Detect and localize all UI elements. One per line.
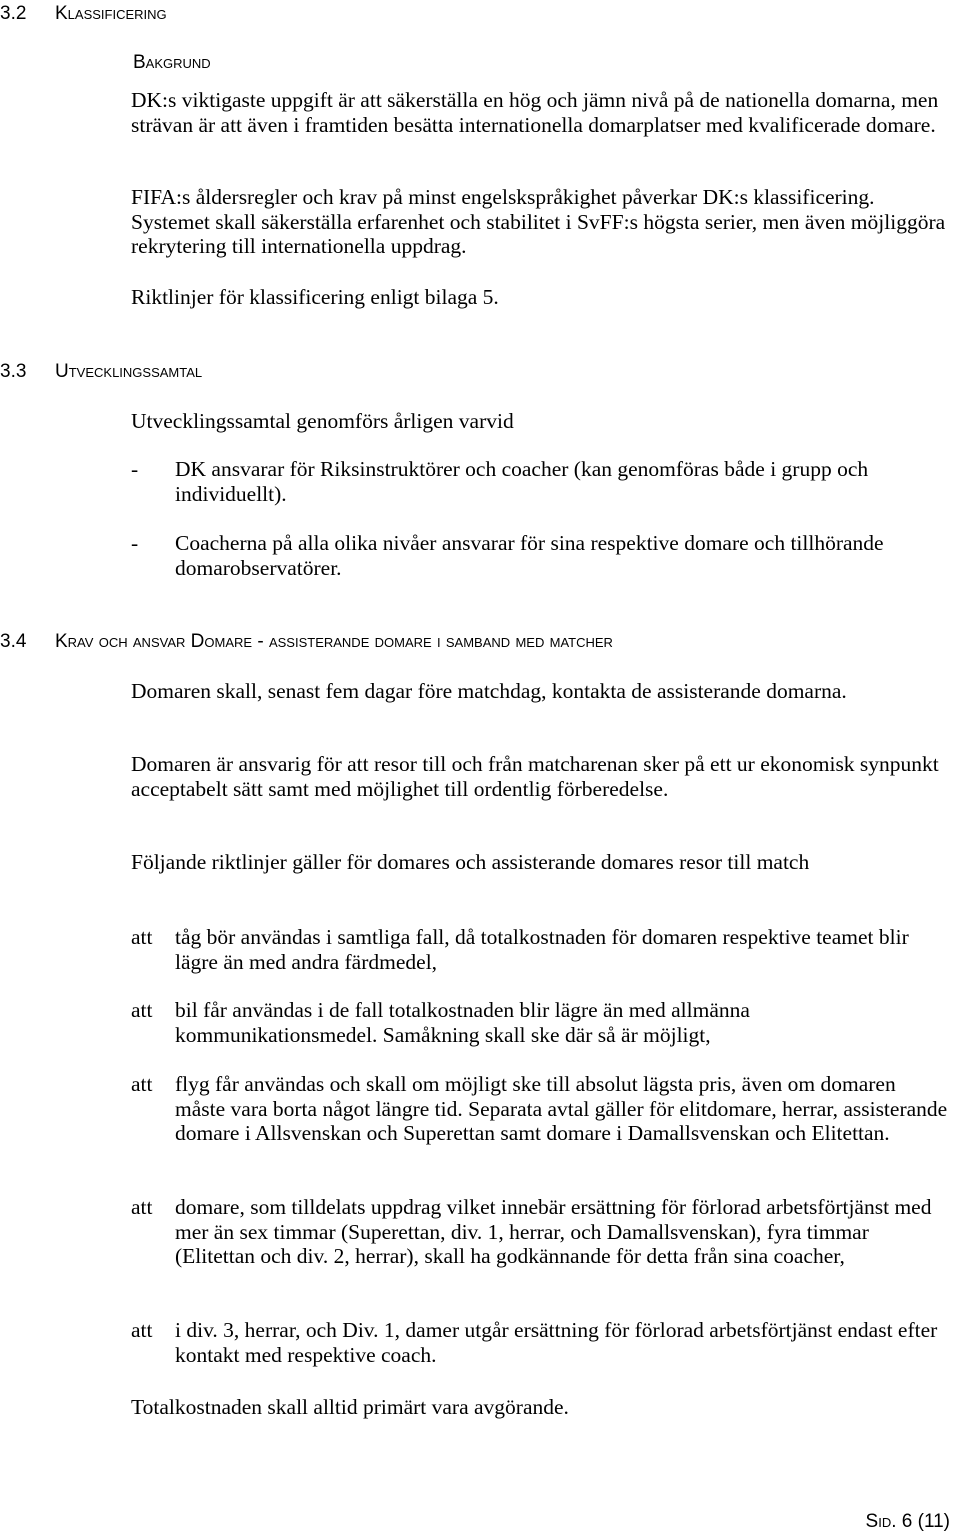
page-number: 6 (11) bbox=[901, 1511, 950, 1532]
paragraph: DK:s viktigaste uppgift är att säkerställa en hög och jämn nivå på de nationella domarna, men strävan är att även i framtiden besätta internationella domarplatser med kvalificerade domare. bbox=[131, 88, 939, 137]
section-title: Klassificering bbox=[55, 3, 167, 24]
paragraph-closing: Totalkostnaden skall alltid primärt vara avgörande. bbox=[131, 1395, 569, 1419]
section-title-separator: - bbox=[252, 631, 269, 652]
list-item bbox=[131, 531, 950, 580]
list-marker: att bbox=[131, 925, 153, 949]
list-item-text: DK ansvarar för Riksinstruktörer och coacher (kan genomföras både i grupp och individuellt). bbox=[175, 457, 869, 506]
page-label: Sid. bbox=[865, 1511, 897, 1532]
section-title: Utvecklingssamtal bbox=[55, 361, 203, 382]
list-marker: att bbox=[131, 998, 153, 1022]
list-item-text: tåg bör användas i samtliga fall, då totalkostnaden för domaren respektive teamet blir lägre än med andra färdmedel, bbox=[175, 925, 909, 974]
list-item-text: i div. 3, herrar, och Div. 1, damer utgår ersättning för förlorad arbetsförtjänst endast efter kontakt med respektive coach. bbox=[175, 1318, 938, 1367]
paragraph: Följande riktlinjer gäller för domares och assisterande domares resor till match bbox=[131, 850, 810, 874]
subheading-bakgrund: Bakgrund bbox=[133, 52, 211, 73]
list-item bbox=[131, 457, 950, 506]
section-heading-3-3 bbox=[0, 360, 202, 384]
paragraph: FIFA:s åldersregler och krav på minst engelskspråkighet påverkar DK:s klassificering. Systemet skall säkerställa erfarenhet och stabilitet i SvFF:s högsta serier, men även möjliggöra rekrytering till internationella uppdrag. bbox=[131, 185, 946, 258]
section-heading-3-4 bbox=[0, 630, 613, 654]
section-number: 3.3 bbox=[0, 361, 27, 382]
list-item bbox=[131, 998, 950, 1047]
section-number: 3.4 bbox=[0, 631, 27, 652]
list-item bbox=[131, 1195, 950, 1269]
section-number: 3.2 bbox=[0, 3, 27, 24]
list-marker: att bbox=[131, 1072, 153, 1096]
section-title-sub: assisterande domare i samband med matcher bbox=[268, 631, 613, 652]
list-marker: att bbox=[131, 1318, 153, 1342]
list-item-text: domare, som tilldelats uppdrag vilket innebär ersättning för förlorad arbetsförtjänst med mer än sex timmar (Superettan, div. 1, herrar, och Damallsvenskan), fyra timmar (Elitettan och div. 2, herrar), skall ha godkännande för detta från sina coacher, bbox=[175, 1195, 932, 1268]
bullet-dash: - bbox=[131, 457, 139, 481]
list-item-text: Coacherna på alla olika nivåer ansvarar för sina respektive domare och tillhörande domarobservatörer. bbox=[175, 531, 884, 580]
paragraph: Riktlinjer för klassificering enligt bilaga 5. bbox=[131, 285, 499, 309]
paragraph: Utvecklingssamtal genomförs årligen varvid bbox=[131, 409, 514, 433]
section-heading-3-2 bbox=[0, 2, 167, 26]
list-item-text: flyg får användas och skall om möjligt ske till absolut lägsta pris, även om domaren måste vara borta något längre tid. Separata avtal gäller för elitdomare, herrar, assisterande domare i Allsvenskan och Superettan samt domare i Damallsvenskan och Elitettan. bbox=[175, 1072, 948, 1145]
paragraph: Domaren skall, senast fem dagar före matchdag, kontakta de assisterande domarna. bbox=[131, 679, 847, 703]
list-marker: att bbox=[131, 1195, 153, 1219]
section-title: Krav och ansvar Domare bbox=[55, 631, 253, 652]
list-item bbox=[131, 1318, 950, 1367]
paragraph: Domaren är ansvarig för att resor till och från matcharenan sker på ett ur ekonomisk synpunkt acceptabelt sätt samt med möjlighet till ordentlig förberedelse. bbox=[131, 752, 939, 801]
list-item-text: bil får användas i de fall totalkostnaden blir lägre än med allmänna kommunikationsmedel. Samåkning skall ske där så är möjligt, bbox=[175, 998, 750, 1047]
page-footer bbox=[866, 1510, 950, 1534]
list-item bbox=[131, 1072, 950, 1146]
bullet-dash: - bbox=[131, 531, 139, 555]
list-item bbox=[131, 925, 950, 974]
